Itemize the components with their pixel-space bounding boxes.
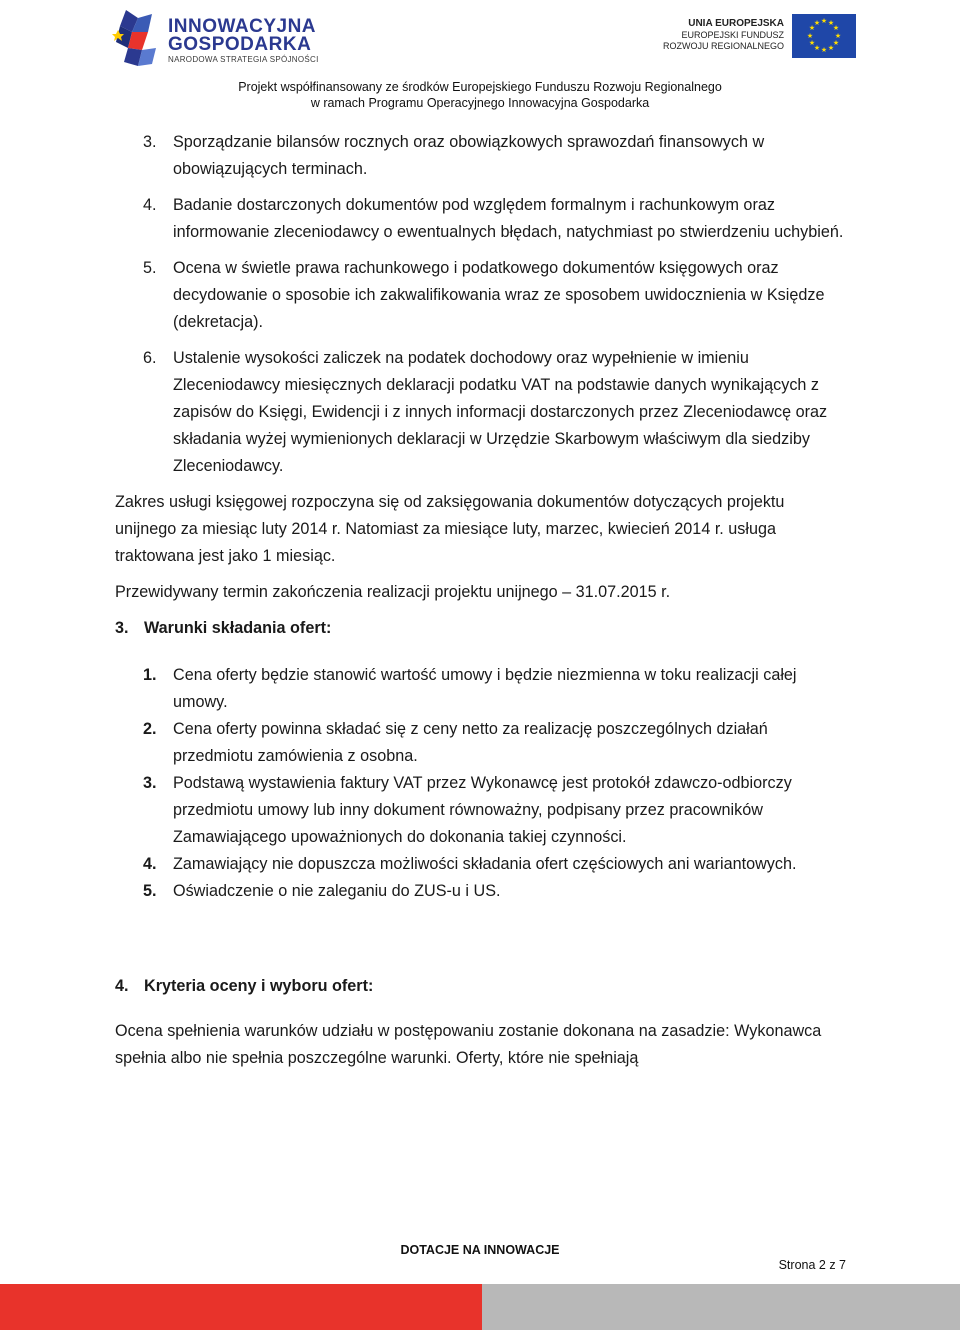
condition-item [115,716,845,770]
section-3-heading [115,615,845,642]
page-number: Strona 2 z 7 [778,1258,846,1272]
eu-logo [662,14,856,60]
condition-text: Podstawą wystawienia faktury VAT przez Wykonawcę jest protokół zdawczo-odbiorczy przedmiotu umowy lub inny dokument równoważny, podpisany przez pracowników Zamawiającego upoważnionych do dokonania takiej czynności. [173,774,792,846]
logo-left-line2: GOSPODARKA [168,34,312,55]
section-3-number: 3. [115,619,129,637]
task-number: 4. [143,196,157,214]
section-4-paragraph: Ocena spełnienia warunków udziału w postępowaniu zostanie dokonana na zasadzie: Wykonawca spełnia albo nie spełnia poszczególne warunki. Oferty, które nie spełniają [115,1022,822,1067]
condition-item [115,662,845,716]
deadline-paragraph: Przewidywany termin zakończenia realizacji projektu unijnego – 31.07.2015 r. [115,583,671,601]
condition-number: 4. [143,855,157,873]
header-note-line1: Projekt współfinansowany ze środków Europejskiego Funduszu Rozwoju Regionalnego [238,80,722,94]
task-number: 5. [143,259,157,277]
logo-left-line1: INNOWACYJNA [168,16,317,37]
condition-number: 5. [143,882,157,900]
svg-text:★: ★ [832,39,840,47]
task-item [115,129,845,183]
logo-left-line3: NARODOWA STRATEGIA SPÓJNOŚCI [168,55,319,64]
logo-right-line1: UNIA EUROPEJSKA [688,18,784,29]
footer-gray-bar [482,1284,960,1330]
header-note-line2: w ramach Programu Operacyjnego Innowacyjna Gospodarka [310,96,650,110]
task-number: 3. [143,133,157,151]
task-text: Badanie dostarczonych dokumentów pod względem formalnym i rachunkowym oraz informowanie zleceniodawcy o ewentualnych błędach, natychmiast po stwierdzeniu uchybień. [173,196,844,241]
condition-text: Zamawiający nie dopuszcza możliwości składania ofert częściowych ani wariantowych. [173,855,797,873]
condition-number: 1. [143,666,157,684]
logo-right-line2: EUROPEJSKI FUNDUSZ [681,30,784,40]
section-4-number: 4. [115,977,129,995]
svg-text:★: ★ [808,39,816,47]
svg-text:★: ★ [820,17,828,25]
svg-text:★: ★ [834,32,842,40]
section-3-title: Warunki składania ofert: [144,619,332,637]
task-item [115,345,845,480]
footer-title: DOTACJE NA INNOWACJE [400,1243,560,1257]
condition-text: Oświadczenie o nie zaleganiu do ZUS-u i US. [173,882,501,900]
svg-text:★: ★ [827,44,835,52]
task-number: 6. [143,349,157,367]
logo-right-line3: ROZWOJU REGIONALNEGO [662,41,784,51]
condition-item [115,878,845,905]
condition-number: 2. [143,720,157,738]
svg-text:★: ★ [813,19,821,27]
svg-text:★: ★ [806,32,814,40]
innowacyjna-gospodarka-logo [112,6,322,70]
header-funding-note [0,79,960,111]
svg-text:★: ★ [813,44,821,52]
svg-text:★: ★ [832,24,840,32]
section-4-title: Kryteria oceny i wyboru ofert: [144,977,374,995]
condition-item [115,770,845,851]
svg-text:★: ★ [820,46,828,54]
svg-text:★: ★ [808,24,816,32]
task-text: Ocena w świetle prawa rachunkowego i podatkowego dokumentów księgowych oraz decydowanie o sposobie ich zakwalifikowania wraz ze sposobem uwidocznienia w Księdze (dekretacja). [173,259,825,331]
task-item [115,255,845,336]
scope-paragraph: Zakres usługi księgowej rozpoczyna się od zaksięgowania dokumentów dotyczących projektu unijnego za miesiąc luty 2014 r. Natomiast za miesiące luty, marzec, kwiecień 2014 r. usługa traktowana jest jako 1 miesiąc. [115,493,785,565]
footer-red-bar [0,1284,482,1330]
task-text: Ustalenie wysokości zaliczek na podatek dochodowy oraz wypełnienie w imieniu Zleceniodawcy miesięcznych deklaracji podatku VAT na podstawie danych wynikających z zapisów do Księgi, Ewidencji i z innych informacji dostarczonych przez Zleceniodawcę oraz składania wyżej wymienionych deklaracji w Urzędzie Skarbowym właściwym dla siedziby Zleceniodawcy. [173,349,828,475]
section-4-heading [115,973,845,1000]
document-body [115,129,845,1072]
innowacyjna-gospodarka-emblem-icon [112,8,160,68]
condition-number: 3. [143,774,157,792]
svg-text:★: ★ [827,19,835,27]
condition-text: Cena oferty będzie stanowić wartość umowy i będzie niezmienna w toku realizacji całej umowy. [173,666,797,711]
condition-text: Cena oferty powinna składać się z ceny netto za realizację poszczególnych działań przedmiotu zamówienia z osobna. [173,720,768,765]
eu-flag-icon [792,14,856,58]
condition-item [115,851,845,878]
task-text: Sporządzanie bilansów rocznych oraz obowiązkowych sprawozdań finansowych w obowiązujących terminach. [173,133,765,178]
task-item [115,192,845,246]
